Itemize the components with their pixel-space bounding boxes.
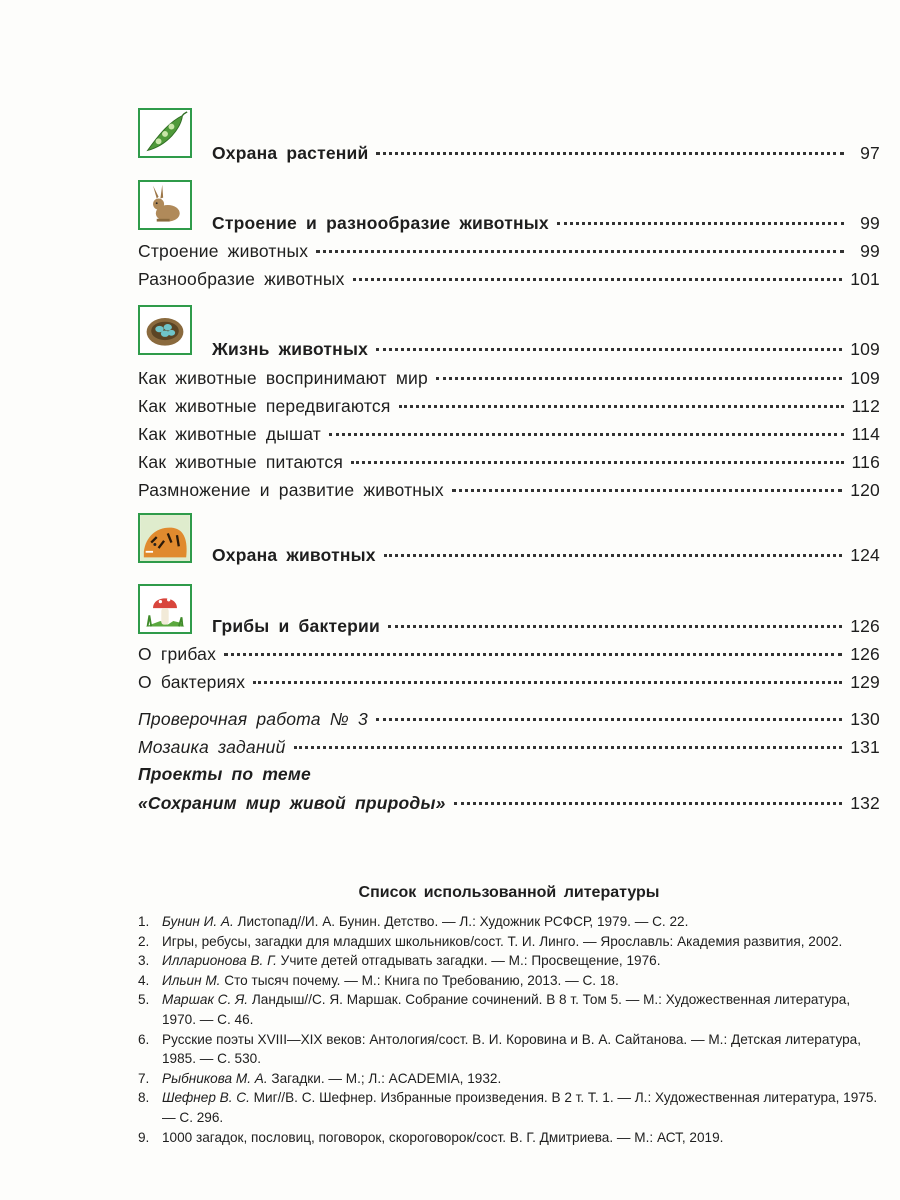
bibliography-number: 2. xyxy=(138,933,150,949)
bibliography-number: 9. xyxy=(138,1129,150,1145)
toc-page-number: 126 xyxy=(850,644,880,664)
bibliography-number: 5. xyxy=(138,992,150,1008)
toc-page-number: 129 xyxy=(850,672,880,692)
bibliography-item xyxy=(138,932,883,952)
dot-leader xyxy=(376,334,842,351)
bibliography-author: Ильин М. xyxy=(162,972,221,988)
toc-section-title: Охрана растений xyxy=(212,143,369,163)
bibliography-heading: Список использованной литературы xyxy=(358,884,660,901)
toc-extra-title: Мозаика заданий xyxy=(138,737,286,757)
bibliography-item xyxy=(138,1030,883,1069)
toc-page-number: 116 xyxy=(851,452,880,472)
toc-entry-row[interactable] xyxy=(138,671,880,695)
bibliography-number: 1. xyxy=(138,914,150,929)
toc-page-number: 97 xyxy=(860,143,880,163)
toc-entry-row[interactable] xyxy=(138,643,880,667)
toc-entry-row[interactable] xyxy=(138,240,880,264)
toc-entry-title: О грибах xyxy=(138,644,217,664)
toc-entry-title: Строение животных xyxy=(138,241,309,261)
dot-leader xyxy=(224,639,842,656)
toc-projects-line1: Проекты по теме xyxy=(138,764,311,784)
toc-page-number: 126 xyxy=(850,616,880,636)
toc-page-number: 99 xyxy=(860,241,880,261)
toc-projects-row[interactable] xyxy=(138,792,880,816)
bibliography-text: Листопад//И. А. Бунин. Детство. — Л.: Художник РСФСР, 1979. — С. 22. xyxy=(233,914,689,929)
bibliography-text: Ландыш//С. Я. Маршак. Собрание сочинений. В 8 т. Том 5. — М.: Художественная литература, 1970. — С. 46. xyxy=(162,992,851,1027)
bibliography-text: 1000 загадок, пословиц, поговорок, скороговорок/сост. В. Г. Дмитриева. — М.: АСТ, 2019. xyxy=(162,1129,724,1145)
dot-leader xyxy=(253,667,842,684)
bird-nest-icon xyxy=(138,305,192,355)
toc-entry-title: О бактериях xyxy=(138,672,246,692)
bibliography-item xyxy=(138,951,883,971)
dot-leader xyxy=(452,475,842,492)
toc-page-number: 124 xyxy=(850,545,880,565)
pea-pod-icon xyxy=(138,108,192,158)
toc-page-number: 99 xyxy=(860,213,880,233)
bibliography-author: Маршак С. Я. xyxy=(162,992,249,1008)
hare-icon xyxy=(138,180,192,230)
bibliography-item xyxy=(138,971,883,991)
toc-extra-title: Проверочная работа № 3 xyxy=(138,709,368,729)
toc-section-row[interactable] xyxy=(212,615,880,639)
toc-entry-title: Как животные питаются xyxy=(138,452,344,472)
toc-extra-row[interactable] xyxy=(138,708,880,732)
toc-entry-title: Как животные воспринимают мир xyxy=(138,368,428,388)
dot-leader xyxy=(388,611,842,628)
toc-section-row[interactable] xyxy=(212,212,880,236)
dot-leader xyxy=(454,788,843,805)
toc-page-number: 131 xyxy=(850,737,880,757)
bibliography-text: Сто тысяч почему. — М.: Книга по Требованию, 2013. — С. 18. xyxy=(220,972,619,988)
toc-projects-heading xyxy=(138,764,880,788)
tiger-icon xyxy=(138,513,192,563)
toc-section-title: Жизнь животных xyxy=(212,339,369,359)
toc-page-number: 101 xyxy=(850,269,880,289)
bibliography-item xyxy=(138,1128,883,1148)
toc-entry-row[interactable] xyxy=(138,451,880,475)
dot-leader xyxy=(294,732,843,749)
bibliography-item xyxy=(138,912,883,932)
toc-entry-title: Как животные передвигаются xyxy=(138,396,391,416)
bibliography-text: Русские поэты XVIII—XIX веков: Антология/сост. В. И. Коровина и В. А. Сайтанова. — М.: Детская литература, 1985. — С. 530. xyxy=(162,1031,862,1067)
bibliography-number: 7. xyxy=(138,1070,150,1086)
bibliography-author: Бунин И. А. xyxy=(162,914,234,929)
bibliography-list xyxy=(138,912,883,1147)
toc-entry-title: Разнообразие животных xyxy=(138,269,345,289)
toc-section-title: Грибы и бактерии xyxy=(212,616,380,636)
toc-page-number: 114 xyxy=(851,424,880,444)
mushroom-icon xyxy=(138,584,192,634)
bibliography-item xyxy=(138,990,883,1029)
bibliography-text: Загадки. — М.; Л.: ACADEMIA, 1932. xyxy=(267,1070,502,1086)
toc-projects-line2: «Сохраним мир живой природы» xyxy=(138,793,446,813)
toc-section-title: Строение и разнообразие животных xyxy=(212,213,549,233)
toc-entry-row[interactable] xyxy=(138,367,880,391)
dot-leader xyxy=(399,391,844,408)
toc-entry-row[interactable] xyxy=(138,268,880,292)
dot-leader xyxy=(353,264,843,281)
bibliography-number: 3. xyxy=(138,953,150,969)
bibliography-item xyxy=(138,1088,883,1127)
dot-leader xyxy=(351,447,843,464)
toc-entry-row[interactable] xyxy=(138,395,880,419)
bibliography-author: Рыбникова М. А. xyxy=(162,1070,268,1086)
toc-section-row[interactable] xyxy=(212,142,880,166)
toc-page-number: 109 xyxy=(850,339,880,359)
toc-entry-title: Размножение и развитие животных xyxy=(138,480,444,500)
bibliography-author: Шефнер В. С. xyxy=(162,1090,250,1106)
toc-section-row[interactable] xyxy=(212,544,880,568)
toc-entry-row[interactable] xyxy=(138,423,880,447)
toc-page-number: 130 xyxy=(850,709,880,729)
bibliography-text: Учите детей отгадывать загадки. — М.: Просвещение, 1976. xyxy=(276,953,661,969)
bibliography-number: 8. xyxy=(138,1090,150,1106)
dot-leader xyxy=(436,363,842,380)
toc-entry-title: Как животные дышат xyxy=(138,424,322,444)
toc-page-number: 112 xyxy=(851,396,880,416)
toc-entry-row[interactable] xyxy=(138,479,880,503)
bibliography-text: Игры, ребусы, загадки для младших школьников/сост. Т. И. Линго. — Ярославль: Академия развития, 2002. xyxy=(162,933,843,949)
bibliography-author: Илларионова В. Г. xyxy=(162,953,277,969)
dot-leader xyxy=(316,236,844,253)
toc-section-row[interactable] xyxy=(212,338,880,362)
toc-extra-row[interactable] xyxy=(138,736,880,760)
dot-leader xyxy=(384,540,842,557)
dot-leader xyxy=(376,704,842,721)
bibliography-text: Миг//В. С. Шефнер. Избранные произведения. В 2 т. Т. 1. — Л.: Художественная литература, 1975. — С. 296. xyxy=(162,1090,878,1125)
toc-page-number: 132 xyxy=(850,793,880,813)
dot-leader xyxy=(557,208,844,225)
bibliography-number: 4. xyxy=(138,972,150,988)
toc-page-number: 120 xyxy=(850,480,880,500)
bibliography-number: 6. xyxy=(138,1031,150,1047)
dot-leader xyxy=(329,419,843,436)
toc-page-number: 109 xyxy=(850,368,880,388)
dot-leader xyxy=(376,138,844,155)
bibliography-item xyxy=(138,1069,883,1089)
toc-section-title: Охрана животных xyxy=(212,545,376,565)
